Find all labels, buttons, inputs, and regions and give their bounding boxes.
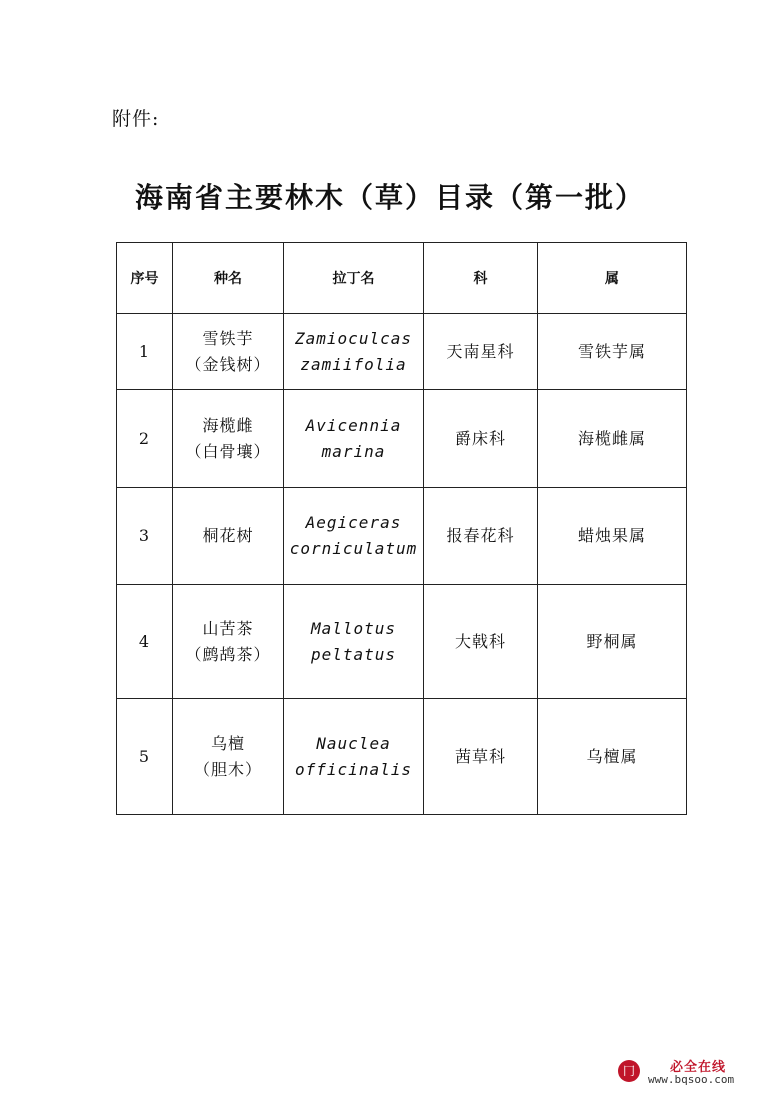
latin-genus: Zamioculcas [295,328,412,348]
species-alias: （白骨壤） [185,441,271,461]
latin-genus: Aegiceras [305,513,402,532]
table-row [117,699,687,815]
latin-epithet: corniculatum [289,539,418,558]
genus-cell: 海榄雌属 [538,390,687,488]
latin-name-cell [284,585,424,699]
family-cell: 报春花科 [424,488,538,585]
header-number: 序号 [117,243,173,314]
table-header-row [117,243,687,314]
site-name: 必全在线 [670,1060,727,1075]
table-row [117,585,687,699]
latin-epithet: officinalis [295,759,412,779]
site-watermark [618,1056,758,1088]
latin-name-cell [284,390,424,488]
genus-cell: 蜡烛果属 [538,488,687,585]
species-name: 乌檀 [210,733,245,753]
row-number: 4 [117,585,173,699]
header-species-name: 种名 [173,243,284,314]
species-name: 山苦茶 [202,618,254,638]
latin-epithet: marina [321,441,386,461]
header-genus: 属 [538,243,687,314]
latin-genus: Avicennia [305,415,402,435]
header-family: 科 [424,243,538,314]
species-name-cell [173,390,284,488]
table-row [117,488,687,585]
family-cell: 天南星科 [424,314,538,390]
table-row [117,314,687,390]
latin-genus: Mallotus [310,618,397,638]
latin-name-cell [284,488,424,585]
genus-cell: 乌檀属 [538,699,687,815]
site-url: www.bqsoo.com [648,1073,735,1086]
row-number: 2 [117,390,173,488]
species-table [116,242,687,815]
attachment-label: 附件: [112,108,160,130]
row-number: 1 [117,314,173,390]
genus-cell: 野桐属 [538,585,687,699]
document-title: 海南省主要林木（草）目录（第一批） [134,181,645,214]
site-logo-icon: 冂 [618,1060,640,1082]
family-cell: 爵床科 [424,390,538,488]
row-number: 5 [117,699,173,815]
family-cell: 茜草科 [424,699,538,815]
header-latin-name: 拉丁名 [284,243,424,314]
species-name-cell [173,699,284,815]
species-alias: （鹧鸪茶） [185,644,271,664]
species-name-cell [173,488,284,585]
latin-epithet: peltatus [310,644,397,664]
species-name: 雪铁芋 [202,328,254,348]
species-name: 桐花树 [202,526,254,545]
latin-genus: Nauclea [316,733,391,753]
species-name: 海榄雌 [202,415,254,435]
species-alias: （金钱树） [185,354,271,374]
latin-epithet: zamiifolia [300,354,407,374]
table-row [117,390,687,488]
species-alias: （胆木） [193,759,262,779]
genus-cell: 雪铁芋属 [538,314,687,390]
family-cell: 大戟科 [424,585,538,699]
species-name-cell [173,314,284,390]
latin-name-cell [284,314,424,390]
species-name-cell [173,585,284,699]
latin-name-cell [284,699,424,815]
row-number: 3 [117,488,173,585]
